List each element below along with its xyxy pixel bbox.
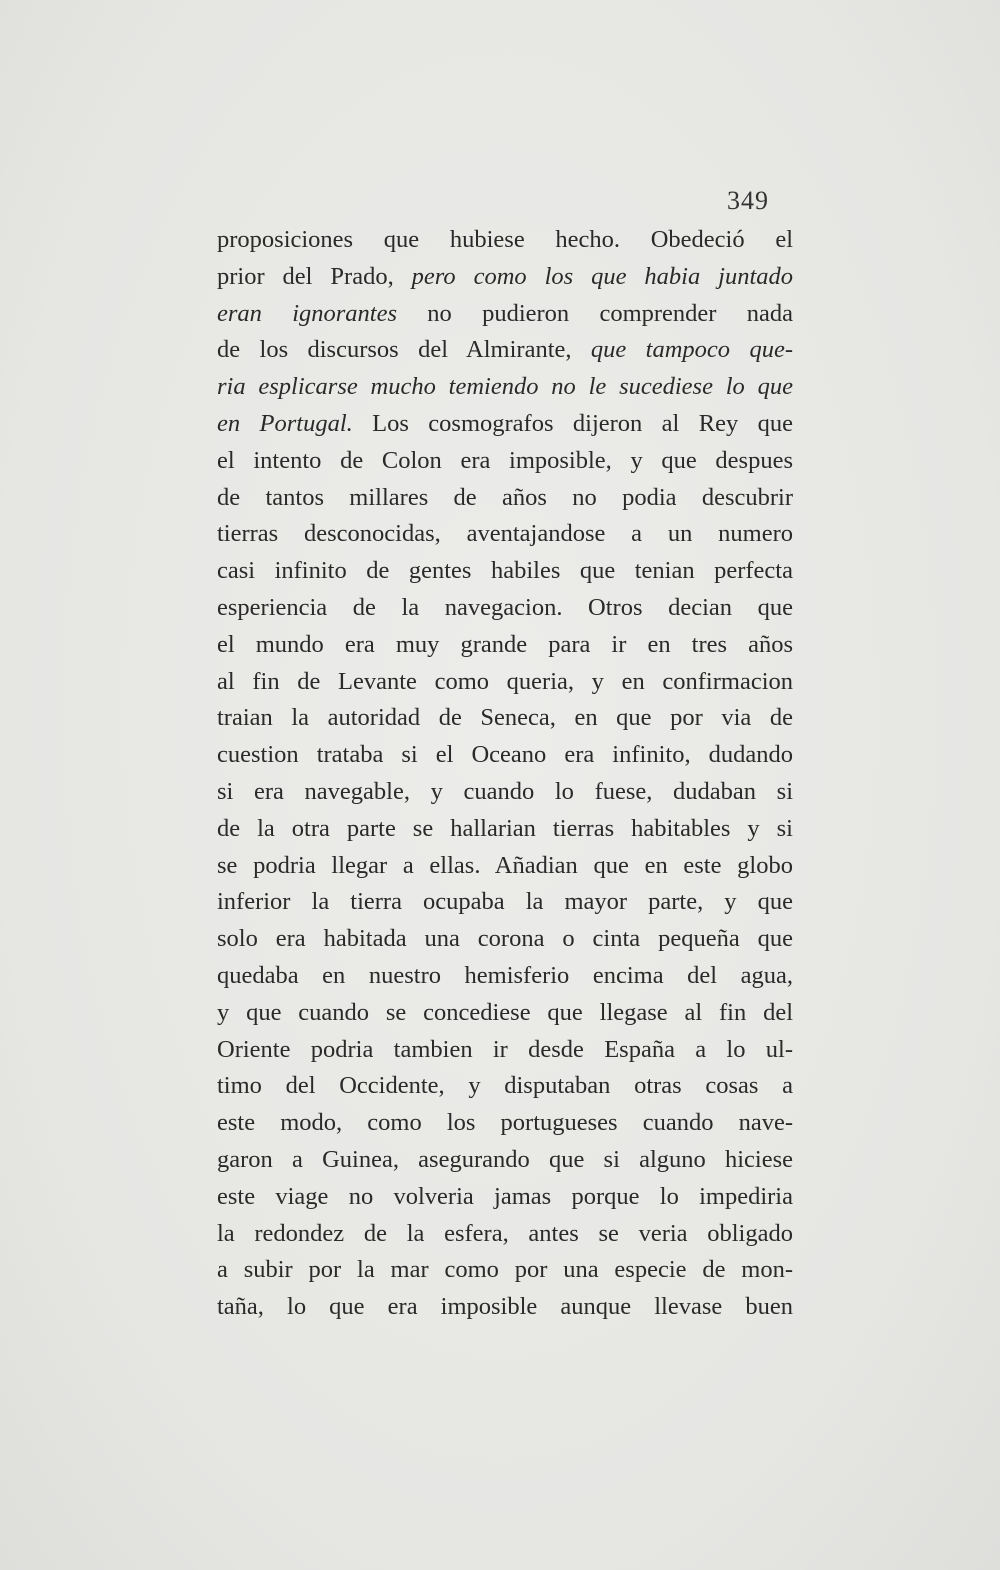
text-line [217, 222, 793, 259]
text-line [217, 774, 793, 811]
text-line [217, 1068, 793, 1105]
text-segment: este modo, como los portugueses cuando nave- [217, 1109, 793, 1137]
text-segment: de la otra parte se hallarian tierras habitables y si [217, 814, 793, 842]
text-segment: se podria llegar a ellas. Añadian que en este globo [217, 851, 793, 879]
text-line [217, 884, 793, 921]
italic-text: en Portugal. [217, 409, 353, 437]
text-line [217, 1105, 793, 1142]
text-line [217, 443, 793, 480]
text-line [217, 590, 793, 627]
text-segment: cuestion trataba si el Oceano era infinito, dudando [217, 741, 793, 769]
text-segment: de los discursos del Almirante, [217, 336, 591, 364]
text-line [217, 1252, 793, 1289]
text-line [217, 480, 793, 517]
text-segment: inferior la tierra ocupaba la mayor parte, y que [217, 888, 793, 916]
text-line [217, 700, 793, 737]
italic-text: que tampoco que- [590, 336, 793, 364]
text-line [217, 1142, 793, 1179]
text-segment: y que cuando se concediese que llegase al fin del [217, 998, 793, 1026]
text-segment: garon a Guinea, asegurando que si alguno hiciese [217, 1145, 793, 1173]
text-segment: esperiencia de la navegacion. Otros decian que [217, 593, 793, 621]
text-segment: casi infinito de gentes habiles que tenian perfecta [217, 557, 793, 585]
text-line [217, 1179, 793, 1216]
text-line [217, 627, 793, 664]
text-line [217, 369, 793, 406]
text-line [217, 332, 793, 369]
page-number: 349 [727, 186, 769, 215]
text-segment: taña, lo que era imposible aunque llevase buen [217, 1293, 793, 1321]
text-line [217, 259, 793, 296]
italic-text: ria esplicarse mucho temiendo no le sucediese lo que [217, 373, 793, 401]
text-line [217, 553, 793, 590]
text-segment: este viage no volveria jamas porque lo impediria [217, 1182, 793, 1210]
text-line [217, 995, 793, 1032]
text-segment: el mundo era muy grande para ir en tres años [217, 630, 793, 658]
text-segment: prior del Prado, [217, 262, 412, 290]
text-line [217, 1289, 793, 1326]
body-text [217, 222, 793, 1326]
text-segment: solo era habitada una corona o cinta pequeña que [217, 925, 793, 953]
text-segment: proposiciones que hubiese hecho. Obedeció el [217, 226, 793, 253]
text-line [217, 958, 793, 995]
text-line [217, 406, 793, 443]
italic-text: pero como los que habia juntado [411, 262, 794, 290]
text-line [217, 1032, 793, 1069]
text-segment: el intento de Colon era imposible, y que despues [217, 446, 793, 474]
text-line [217, 921, 793, 958]
text-segment: de tantos millares de años no podia descubrir [217, 483, 793, 511]
text-segment: a subir por la mar como por una especie de mon- [217, 1256, 793, 1284]
text-segment: Oriente podria tambien ir desde España a lo ul- [217, 1035, 793, 1063]
italic-text: eran ignorantes [217, 299, 398, 327]
text-line [217, 848, 793, 885]
text-segment: traian la autoridad de Seneca, en que por via de [217, 704, 793, 732]
text-segment: timo del Occidente, y disputaban otras cosas a [217, 1072, 793, 1100]
text-segment: al fin de Levante como queria, y en confirmacion [217, 667, 793, 695]
text-segment: quedaba en nuestro hemisferio encima del agua, [217, 961, 793, 989]
text-line [217, 1216, 793, 1253]
text-segment: la redondez de la esfera, antes se veria obligado [217, 1219, 793, 1247]
text-line [217, 664, 793, 701]
text-segment: tierras desconocidas, aventajandose a un numero [217, 520, 793, 548]
text-line [217, 737, 793, 774]
text-line [217, 811, 793, 848]
text-line [217, 296, 793, 333]
text-segment: si era navegable, y cuando lo fuese, dudaban si [217, 777, 793, 805]
text-segment: no pudieron comprender nada [397, 299, 794, 327]
text-line [217, 516, 793, 553]
text-segment: Los cosmografos dijeron al Rey que [352, 409, 793, 437]
